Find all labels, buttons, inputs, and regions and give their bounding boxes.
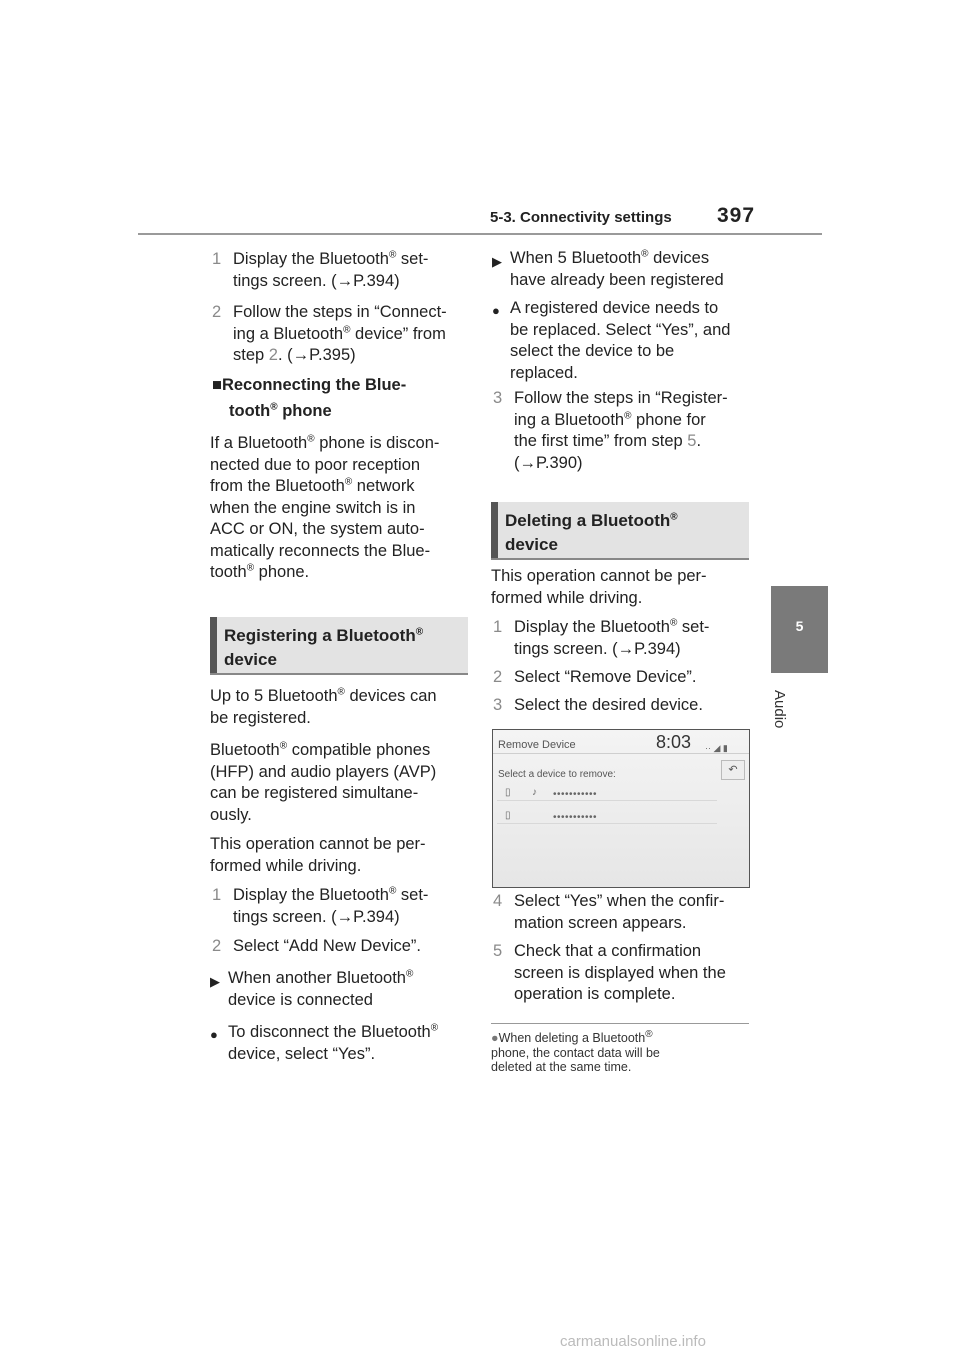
chapter-tab-number: 5 (795, 618, 804, 634)
chapter-tab-label: Audio (771, 690, 788, 729)
screen-clock: 8:03 (656, 732, 692, 752)
screen-title: Remove Device (498, 739, 576, 751)
step-2-remove-device: 2 Select “Remove Device”. (493, 668, 697, 686)
step-1-delete-display: 1 Display the Bluetooth® set- tings screen. (→P.394) (493, 617, 710, 658)
step-3-follow-register: 3 Follow the steps in “Register- ing a Bluetooth® phone for the first time” from step 5. (→P.390) (493, 389, 728, 472)
arrow-right-icon: → (617, 639, 635, 658)
phone-icon: ▯ (505, 787, 511, 798)
condition-another-connected: ▶ When another Bluetooth® device is connected (210, 968, 414, 1009)
subheading-reconnecting: ■Reconnecting the Blue- tooth® phone (212, 376, 407, 420)
device-row[interactable]: ▯ ••••••••••• (497, 801, 717, 824)
phone-icon: ▯ (505, 810, 511, 821)
step-4-select-yes: 4 Select “Yes” when the confir- mation screen appears. (493, 892, 725, 932)
section-title: 5-3. Connectivity settings (490, 209, 672, 226)
watermark: carmanualsonline.info (560, 1333, 706, 1350)
condition-five-registered: ▶ When 5 Bluetooth® devices have already been registered (492, 248, 724, 289)
bullet-replace-device: ● A registered device needs to be replaced. Select “Yes”, and select the device to be replaced. (492, 299, 731, 382)
triangle-bullet-icon: ▶ (210, 974, 220, 989)
step-3-select-device: 3 Select the desired device. (493, 696, 703, 714)
note-divider (491, 1023, 749, 1024)
disc-bullet-icon: ● (210, 1027, 218, 1042)
paragraph-no-driving: This operation cannot be per- formed while driving. (210, 835, 426, 875)
screen-prompt: Select a device to remove: (498, 769, 616, 780)
arrow-right-icon: → (292, 346, 310, 364)
paragraph-no-driving-delete: This operation cannot be per- formed while driving. (491, 567, 707, 607)
remove-device-screenshot (492, 729, 750, 888)
status-icons: ·· ◢ ▮ (705, 743, 728, 753)
paragraph-reconnect: If a Bluetooth® phone is discon- nected due to poor reception from the Bluetooth® network when the engine switch is in ACC or ON, the system auto- matically reconnects the Blue- tooth® phone. (210, 433, 440, 581)
back-button[interactable] (721, 760, 745, 780)
arrow-right-icon: → (336, 271, 354, 290)
header-divider (138, 233, 822, 235)
section-heading-deleting: Deleting a Bluetooth® device (491, 502, 749, 560)
triangle-bullet-icon: ▶ (492, 254, 502, 269)
step-2-follow-connect: 2 Follow the steps in “Connect- ing a Bluetooth® device” from step 2. (→P.395) (212, 303, 447, 364)
square-bullet-icon: ■ (212, 376, 222, 394)
note-bullet-icon: ● (491, 1031, 499, 1045)
arrow-right-icon: → (519, 453, 536, 472)
step-1-display-settings: 1 Display the Bluetooth® set- tings screen. (→P.394) (212, 249, 429, 290)
section-heading-registering: Registering a Bluetooth® device (210, 617, 468, 675)
music-note-icon: ♪ (532, 787, 537, 798)
step-1-register-display: 1 Display the Bluetooth® set- tings screen. (→P.394) (212, 885, 429, 926)
disc-bullet-icon: ● (492, 303, 500, 318)
step-2-add-device: 2 Select “Add New Device”. (212, 937, 421, 955)
paragraph-up-to-5: Up to 5 Bluetooth® devices can be registered. (210, 686, 437, 727)
device-row[interactable]: ▯ ♪ ••••••••••• (497, 778, 717, 801)
paragraph-compatible: Bluetooth® compatible phones (HFP) and audio players (AVP) can be registered simultane- ously. (210, 740, 437, 824)
note-contact-data: ●When deleting a Bluetooth® phone, the contact data will be deleted at the same time. (491, 1028, 660, 1074)
step-5-check-confirmation: 5 Check that a confirmation screen is displayed when the operation is complete. (493, 942, 726, 1003)
page-number: 397 (717, 204, 756, 227)
bullet-disconnect: ● To disconnect the Bluetooth® device, select “Yes”. (210, 1022, 439, 1063)
arrow-right-icon: → (336, 907, 354, 926)
back-arrow-icon: ↶ (728, 764, 738, 776)
